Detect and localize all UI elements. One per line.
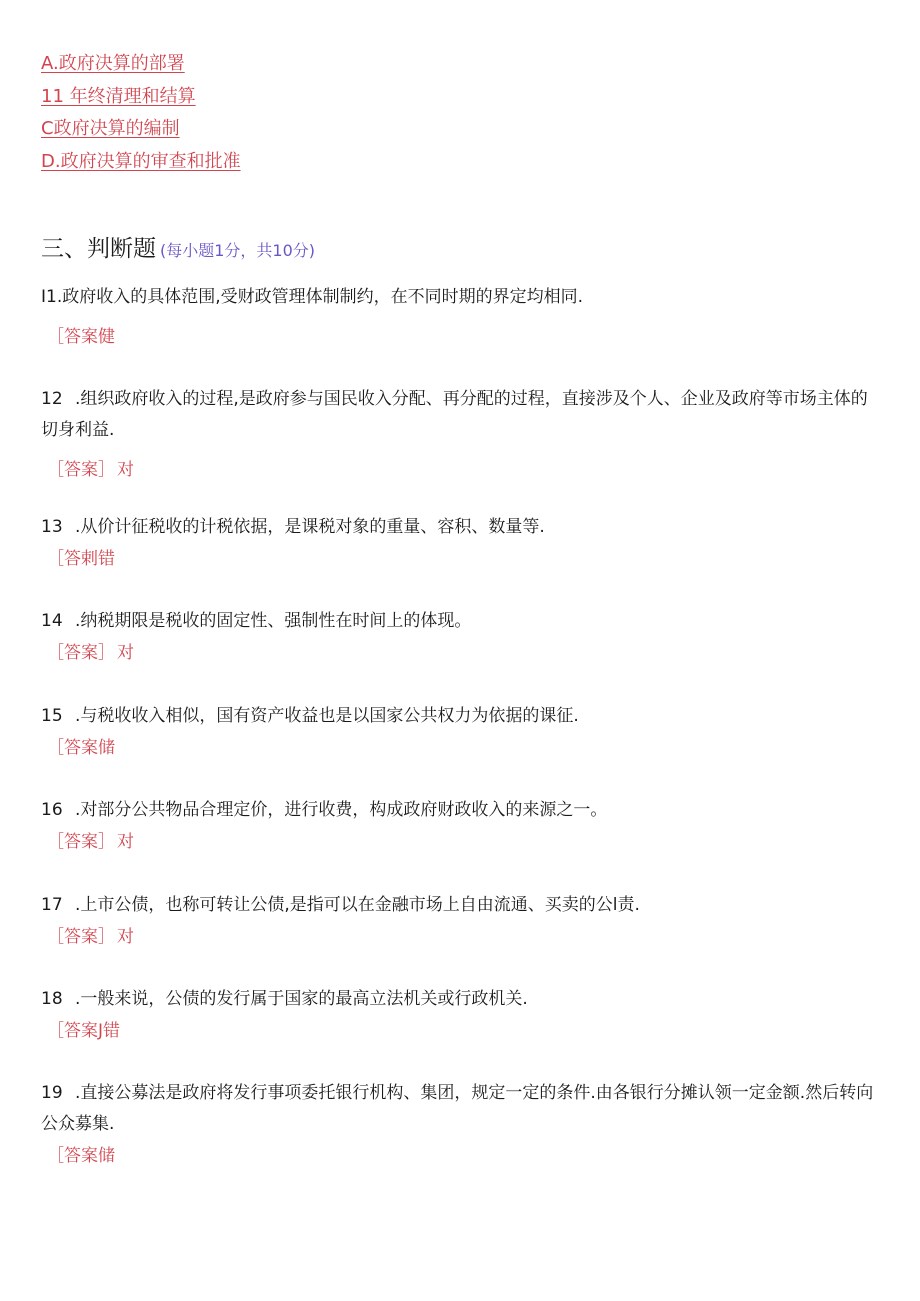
question-number: 14	[41, 611, 63, 631]
question-text	[41, 984, 881, 1015]
answer-label: ［答案］	[47, 643, 115, 663]
question-13	[41, 512, 881, 575]
answer-label: ［答剌错	[47, 549, 115, 569]
question-body: .上市公债，也称可转让公债,是指可以在金融市场上自由流通、买卖的公l责.	[75, 895, 640, 915]
option-d: D.政府决算的审查和批准	[41, 150, 241, 172]
question-text	[41, 512, 881, 543]
answer-value: 对	[117, 832, 134, 852]
question-18	[41, 984, 881, 1047]
question-19	[41, 1078, 881, 1172]
answer-label: ［答案储	[47, 738, 115, 758]
question-body: .与税收收入相似，国有资产收益也是以国家公共权力为依据的课征.	[75, 706, 579, 726]
question-number: 15	[41, 706, 63, 726]
question-number: 12	[41, 389, 63, 409]
question-16	[41, 795, 881, 858]
question-text	[41, 795, 881, 826]
answer-value: 对	[117, 460, 134, 480]
option-b: 11 年终清理和结算	[41, 85, 196, 107]
answer-line	[41, 322, 881, 353]
question-11	[41, 282, 881, 353]
answer-label: ［答案］	[47, 927, 115, 947]
answer-line	[41, 455, 881, 486]
question-12	[41, 384, 881, 486]
question-body: I1.政府收入的具体范围,受财政管理体制制约，在不同时期的界定均相同.	[41, 287, 584, 307]
question-body: .组织政府收入的过程,是政府参与国民收入分配、再分配的过程，直接涉及个人、企业及政府等市场主体的切身利益.	[41, 389, 868, 440]
question-number: 13	[41, 517, 63, 537]
answer-line	[41, 638, 881, 669]
question-body: .对部分公共物品合理定价，进行收费，构成政府财政收入的来源之一。	[75, 800, 608, 820]
question-body: .纳税期限是税收的固定性、强制性在时间上的体现。	[75, 611, 472, 631]
question-number: 17	[41, 895, 63, 915]
question-text	[41, 384, 881, 446]
answer-value: 对	[117, 927, 134, 947]
answer-line	[41, 544, 881, 575]
section-note: (每小题1分，共10分)	[160, 241, 316, 260]
answer-options-list	[41, 48, 241, 178]
answer-label: ［答案］	[47, 460, 115, 480]
section-title: 三、判断题	[41, 236, 156, 262]
answer-line	[41, 1016, 881, 1047]
question-text	[41, 606, 881, 637]
question-17	[41, 890, 881, 953]
question-number: 19	[41, 1083, 63, 1103]
answer-label: ［答案J错	[47, 1021, 121, 1041]
answer-label: ［答案储	[47, 1146, 115, 1166]
option-c: C政府决算的编制	[41, 118, 180, 139]
answer-label: ［答案健	[47, 327, 115, 347]
question-number: 18	[41, 989, 63, 1009]
answer-line	[41, 733, 881, 764]
question-body: .直接公募法是政府将发行事项委托银行机构、集团，规定一定的条件.由各银行分摊认领一定金额.然后转向公众募集.	[41, 1083, 874, 1134]
question-text	[41, 701, 881, 732]
question-text	[41, 282, 881, 313]
question-15	[41, 701, 881, 764]
answer-line	[41, 827, 881, 858]
question-14	[41, 606, 881, 669]
answer-label: ［答案］	[47, 832, 115, 852]
question-text	[41, 890, 881, 921]
question-body: .一般来说，公债的发行属于国家的最高立法机关或行政机关.	[75, 989, 528, 1009]
question-number: 16	[41, 800, 63, 820]
answer-line	[41, 922, 881, 953]
option-a: A.政府决算的部署	[41, 53, 185, 74]
section-heading	[41, 230, 315, 263]
question-text	[41, 1078, 881, 1140]
answer-line	[41, 1141, 881, 1172]
answer-value: 对	[117, 643, 134, 663]
question-body: .从价计征税收的计税依据，是课税对象的重量、容积、数量等.	[75, 517, 545, 537]
